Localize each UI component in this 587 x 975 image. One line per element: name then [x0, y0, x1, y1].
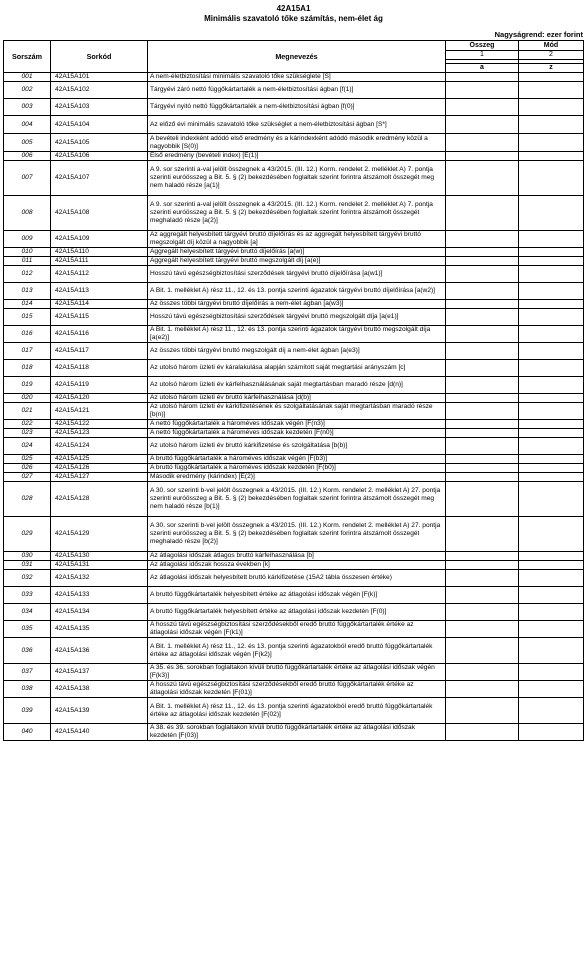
row-code: 42A15A129 [51, 517, 148, 552]
row-description: Az összes többi tárgyévi bruttó megszolgált díj a nem-élet ágban [a(e3)] [148, 343, 446, 360]
table-row [4, 561, 584, 570]
table-body [4, 73, 584, 741]
row-description: A 38. és 39. sorokban foglaltakon kívüli bruttó függőkártartalék értéke az átlagolási időszak kezdetén [F(03)] [148, 724, 446, 741]
row-description: A Bit. 1. melléklet A) rész 11., 12. és 13. pontja szerinti ágazatok tárgyévi bruttó megszolgált díja [a(e2)] [148, 326, 446, 343]
row-number: 016 [4, 326, 51, 343]
table-row [4, 257, 584, 266]
row-amount-cell[interactable] [446, 231, 519, 248]
row-code: 42A15A116 [51, 326, 148, 343]
row-description: A 30. sor szerinti b-vel jelölt összegnek a 43/2015. (III. 12.) Korm. rendelet 2. melléklet A) 27. pontja szerinti euróösszeg a Bit. 5. § (2) bekezdésében foglaltak szerint forintra átszámolt összegét meghaladó része [b(2)] [148, 517, 446, 552]
row-code: 42A15A101 [51, 73, 148, 82]
row-number: 037 [4, 664, 51, 681]
row-number: 034 [4, 604, 51, 621]
row-amount-cell[interactable] [446, 257, 519, 266]
row-description: Az összes többi tárgyévi bruttó díjelőírás a nem-élet ágban [a(w3)] [148, 300, 446, 309]
row-amount-cell[interactable] [446, 420, 519, 429]
row-number: 021 [4, 403, 51, 420]
row-amount-cell[interactable] [446, 464, 519, 473]
row-amount-cell[interactable] [446, 403, 519, 420]
row-description: A hosszú távú egészségbiztosítási szerződésekből eredő bruttó függőkártartalék értéke az átlagolási időszak végén [F(k1)] [148, 621, 446, 638]
row-number: 012 [4, 266, 51, 283]
row-mode-cell[interactable] [519, 570, 584, 587]
row-code: 42A15A137 [51, 664, 148, 681]
row-code: 42A15A105 [51, 134, 148, 152]
row-description: Az utolsó három üzleti év kárfelhasználásának saját megtartásban maradó része [d(n)] [148, 377, 446, 394]
row-code: 42A15A113 [51, 283, 148, 300]
row-code: 42A15A132 [51, 570, 148, 587]
row-mode-cell[interactable] [519, 604, 584, 621]
row-number: 036 [4, 638, 51, 664]
table-row [4, 82, 584, 99]
row-amount-cell[interactable] [446, 561, 519, 570]
row-description: A hosszú távú egészségbiztosítási szerződésekből eredő bruttó függőkártartalék értéke az átlagolási időszak kezdetén [F(01)] [148, 681, 446, 698]
row-code: 42A15A136 [51, 638, 148, 664]
row-code: 42A15A139 [51, 698, 148, 724]
row-description: Tárgyévi nyitó nettó függőkártartalék a nem-életbiztosítási ágban [f(0)] [148, 99, 446, 116]
row-code: 42A15A118 [51, 360, 148, 377]
row-description: A 9. sor szerinti a-val jelölt összegnek a 43/2015. (III. 12.) Korm. rendelet 2. melléklet A) 7. pontja szerinti euróösszeg a Bit. 5. § (2) bekezdésében foglaltak szerint forintra átszámolt összegét meg nem haladó része [a(1)] [148, 161, 446, 196]
row-description: A Bit. 1. melléklet A) rész 11., 12. és 13. pontja szerinti ágazatokból eredő bruttó függőkártartalék értéke az átlagolási időszak kezdetén [F(02)] [148, 698, 446, 724]
row-mode-cell[interactable] [519, 724, 584, 741]
row-number: 008 [4, 196, 51, 231]
table-row [4, 482, 584, 517]
row-number: 018 [4, 360, 51, 377]
table-row [4, 681, 584, 698]
row-code: 42A15A109 [51, 231, 148, 248]
table-row [4, 99, 584, 116]
table-row [4, 403, 584, 420]
row-number: 025 [4, 455, 51, 464]
row-amount-cell[interactable] [446, 638, 519, 664]
row-amount-cell[interactable] [446, 664, 519, 681]
row-code: 42A15A111 [51, 257, 148, 266]
table-row [4, 73, 584, 82]
report-table [3, 40, 584, 741]
header-osszeg: Összeg [446, 41, 519, 51]
row-description: Második eredmény (kárindex) [E(2)] [148, 473, 446, 482]
row-description: Első eredmény (bevételi index) [E(1)] [148, 152, 446, 161]
row-number: 035 [4, 621, 51, 638]
unit-note: Nagyságrend: ezer forint [494, 30, 583, 39]
table-row [4, 152, 584, 161]
table-row [4, 455, 584, 464]
table-row [4, 604, 584, 621]
row-mode-cell[interactable] [519, 134, 584, 152]
row-code: 42A15A104 [51, 116, 148, 134]
row-amount-cell[interactable] [446, 604, 519, 621]
table-row [4, 360, 584, 377]
row-code: 42A15A125 [51, 455, 148, 464]
row-amount-cell[interactable] [446, 326, 519, 343]
row-description: Az utolsó három üzleti év bruttó kárkifizetése és szolgáltatása [b(b)] [148, 438, 446, 455]
row-number: 022 [4, 420, 51, 429]
row-mode-cell[interactable] [519, 482, 584, 517]
row-mode-cell[interactable] [519, 552, 584, 561]
row-description: Aggregált helyesbített tárgyévi bruttó díjelőírás [a(w)] [148, 248, 446, 257]
row-code: 42A15A103 [51, 99, 148, 116]
row-mode-cell[interactable] [519, 326, 584, 343]
row-description: Hosszú távú egészségbiztosítási szerződések tárgyévi bruttó megszolgált díja [a(e1)] [148, 309, 446, 326]
row-description: A Bit. 1. melléklet A) rész 11., 12. és 13. pontja szerinti ágazatok tárgyévi bruttó díjelőírása [a(w2)] [148, 283, 446, 300]
row-code: 42A15A122 [51, 420, 148, 429]
row-mode-cell[interactable] [519, 73, 584, 82]
row-code: 42A15A135 [51, 621, 148, 638]
row-description: A 9. sor szerinti a-val jelölt összegnek a 43/2015. (III. 12.) Korm. rendelet 2. melléklet A) 7. pontja szerinti euróösszeg a Bit. 5. § (2) bekezdésében foglaltak szerint forintra átszámolt összegét meghaladó része [a(2)] [148, 196, 446, 231]
row-number: 024 [4, 438, 51, 455]
row-number: 007 [4, 161, 51, 196]
table-row [4, 300, 584, 309]
row-code: 42A15A114 [51, 300, 148, 309]
table-row [4, 326, 584, 343]
row-number: 011 [4, 257, 51, 266]
row-mode-cell[interactable] [519, 403, 584, 420]
row-code: 42A15A120 [51, 394, 148, 403]
row-description: Tárgyévi záró nettó függőkártartalék a nem-életbiztosítási ágban [f(1)] [148, 82, 446, 99]
row-amount-cell[interactable] [446, 473, 519, 482]
row-number: 020 [4, 394, 51, 403]
row-number: 010 [4, 248, 51, 257]
table-row [4, 377, 584, 394]
row-mode-cell[interactable] [519, 309, 584, 326]
row-description: Az utolsó három üzleti év bruttó kárfelhasználása [d(b)] [148, 394, 446, 403]
table-row [4, 698, 584, 724]
row-number: 014 [4, 300, 51, 309]
row-mode-cell[interactable] [519, 429, 584, 438]
header-osszeg-letter: a [446, 64, 519, 73]
header-mod: Mód [519, 41, 584, 51]
row-code: 42A15A127 [51, 473, 148, 482]
row-amount-cell[interactable] [446, 116, 519, 134]
header-osszeg-number: 1 [446, 51, 519, 60]
row-mode-cell[interactable] [519, 473, 584, 482]
row-mode-cell[interactable] [519, 438, 584, 455]
row-mode-cell[interactable] [519, 82, 584, 99]
row-amount-cell[interactable] [446, 394, 519, 403]
row-code: 42A15A106 [51, 152, 148, 161]
row-amount-cell[interactable] [446, 266, 519, 283]
row-code: 42A15A124 [51, 438, 148, 455]
row-amount-cell[interactable] [446, 438, 519, 455]
row-code: 42A15A107 [51, 161, 148, 196]
header-mod-number: 2 [519, 51, 584, 60]
row-code: 42A15A119 [51, 377, 148, 394]
row-number: 019 [4, 377, 51, 394]
row-code: 42A15A110 [51, 248, 148, 257]
row-description: A Bit. 1. melléklet A) rész 11., 12. és 13. pontja szerinti ágazatokból eredő bruttó függőkártartalék értéke az átlagolási időszak végén [F(k2)] [148, 638, 446, 664]
table-row [4, 473, 584, 482]
row-number: 026 [4, 464, 51, 473]
row-number: 017 [4, 343, 51, 360]
row-description: A bruttó függőkártartalék helyesbített értéke az átlagolási időszak végén [F(k)] [148, 587, 446, 604]
row-mode-cell[interactable] [519, 517, 584, 552]
row-description: A bruttó függőkártartalék a hároméves időszak kezdetén [F(b0)] [148, 464, 446, 473]
row-description: A nettó függőkártartalék a hároméves időszak kezdetén [F(n0)] [148, 429, 446, 438]
row-mode-cell[interactable] [519, 377, 584, 394]
table-row [4, 116, 584, 134]
row-description: A 35. és 36. sorokban foglaltakon kívüli bruttó függőkártartalék értéke az átlagolási időszak végén [F(k3)] [148, 664, 446, 681]
row-amount-cell[interactable] [446, 570, 519, 587]
row-amount-cell[interactable] [446, 248, 519, 257]
row-description: A 30. sor szerinti b-vel jelölt összegnek a 43/2015. (III. 12.) Korm. rendelet 2. melléklet A) 27. pontja szerinti euróösszeg a Bit. 5. § (2) bekezdésében foglaltak szerint forintra átszámolt összegét meg nem haladó része [b(1)] [148, 482, 446, 517]
row-number: 032 [4, 570, 51, 587]
row-amount-cell[interactable] [446, 134, 519, 152]
table-row [4, 438, 584, 455]
row-mode-cell[interactable] [519, 231, 584, 248]
row-amount-cell[interactable] [446, 587, 519, 604]
row-description: A bruttó függőkártartalék a hároméves időszak végén [F(b3)] [148, 455, 446, 464]
row-description: A nettó függőkártartalék a hároméves időszak végén [F(n3)] [148, 420, 446, 429]
row-mode-cell[interactable] [519, 257, 584, 266]
row-description: Az utolsó három üzleti év kárkifizetésének és szolgáltatásának saját megtartásban maradó része [b(n)] [148, 403, 446, 420]
row-number: 009 [4, 231, 51, 248]
row-amount-cell[interactable] [446, 161, 519, 196]
table-row [4, 161, 584, 196]
table-row [4, 464, 584, 473]
row-mode-cell[interactable] [519, 587, 584, 604]
row-description: A bevételi indexként adódó első eredmény és a kárindexként adódó második eredmény közül a nagyobbik [S(0)] [148, 134, 446, 152]
row-mode-cell[interactable] [519, 266, 584, 283]
row-mode-cell[interactable] [519, 300, 584, 309]
row-mode-cell[interactable] [519, 664, 584, 681]
row-description: Hosszú távú egészségbiztosítási szerződések tárgyévi bruttó díjelőírása [a(w1)] [148, 266, 446, 283]
row-description: Az utolsó három üzleti év káralakulása alapján számított saját megtartási arányszám [c] [148, 360, 446, 377]
table-row [4, 134, 584, 152]
row-code: 42A15A108 [51, 196, 148, 231]
row-number: 004 [4, 116, 51, 134]
row-number: 039 [4, 698, 51, 724]
row-mode-cell[interactable] [519, 152, 584, 161]
row-number: 040 [4, 724, 51, 741]
table-row [4, 664, 584, 681]
table-row [4, 517, 584, 552]
row-amount-cell[interactable] [446, 429, 519, 438]
header-mod-letter: z [519, 64, 584, 73]
row-amount-cell[interactable] [446, 482, 519, 517]
document-title: Minimális szavatoló tőke számítás, nem-élet ág [204, 14, 383, 23]
row-amount-cell[interactable] [446, 698, 519, 724]
row-amount-cell[interactable] [446, 196, 519, 231]
row-mode-cell[interactable] [519, 698, 584, 724]
row-amount-cell[interactable] [446, 283, 519, 300]
row-number: 028 [4, 482, 51, 517]
table-row [4, 309, 584, 326]
table-row [4, 196, 584, 231]
table-row [4, 621, 584, 638]
table-row [4, 570, 584, 587]
row-description: A nem-életbiztosítási minimális szavatoló tőke szükséglete [S] [148, 73, 446, 82]
row-mode-cell[interactable] [519, 394, 584, 403]
row-mode-cell[interactable] [519, 196, 584, 231]
row-number: 031 [4, 561, 51, 570]
header-sorszam: Sorszám [4, 41, 51, 73]
row-mode-cell[interactable] [519, 161, 584, 196]
row-number: 030 [4, 552, 51, 561]
table-row [4, 231, 584, 248]
table-row [4, 266, 584, 283]
row-amount-cell[interactable] [446, 73, 519, 82]
row-mode-cell[interactable] [519, 283, 584, 300]
row-number: 003 [4, 99, 51, 116]
row-amount-cell[interactable] [446, 309, 519, 326]
row-code: 42A15A126 [51, 464, 148, 473]
table-row [4, 552, 584, 561]
row-number: 027 [4, 473, 51, 482]
row-mode-cell[interactable] [519, 681, 584, 698]
row-amount-cell[interactable] [446, 99, 519, 116]
table-row [4, 394, 584, 403]
row-code: 42A15A115 [51, 309, 148, 326]
row-description: A bruttó függőkártartalék helyesbített értéke az átlagolási időszak kezdetén [F(0)] [148, 604, 446, 621]
row-mode-cell[interactable] [519, 248, 584, 257]
row-mode-cell[interactable] [519, 360, 584, 377]
row-code: 42A15A117 [51, 343, 148, 360]
row-description: Az átlagolási időszak hossza években [k] [148, 561, 446, 570]
row-mode-cell[interactable] [519, 116, 584, 134]
row-code: 42A15A128 [51, 482, 148, 517]
row-amount-cell[interactable] [446, 724, 519, 741]
row-amount-cell[interactable] [446, 377, 519, 394]
row-mode-cell[interactable] [519, 455, 584, 464]
row-number: 013 [4, 283, 51, 300]
row-amount-cell[interactable] [446, 681, 519, 698]
row-amount-cell[interactable] [446, 552, 519, 561]
row-mode-cell[interactable] [519, 99, 584, 116]
row-mode-cell[interactable] [519, 621, 584, 638]
row-mode-cell[interactable] [519, 561, 584, 570]
row-number: 023 [4, 429, 51, 438]
row-code: 42A15A123 [51, 429, 148, 438]
row-amount-cell[interactable] [446, 82, 519, 99]
table-row [4, 587, 584, 604]
table-row [4, 638, 584, 664]
row-description: Az átlagolási időszak helyesbített bruttó kárkifizetése (15A2 tábla összesen értéke) [148, 570, 446, 587]
row-number: 015 [4, 309, 51, 326]
row-amount-cell[interactable] [446, 621, 519, 638]
row-code: 42A15A134 [51, 604, 148, 621]
row-code: 42A15A138 [51, 681, 148, 698]
row-description: Az előző évi minimális szavatoló tőke szükséglet a nem-életbiztosítási ágban [S*] [148, 116, 446, 134]
row-amount-cell[interactable] [446, 360, 519, 377]
row-amount-cell[interactable] [446, 300, 519, 309]
table-row [4, 343, 584, 360]
row-code: 42A15A131 [51, 561, 148, 570]
table-row [4, 283, 584, 300]
row-mode-cell[interactable] [519, 420, 584, 429]
row-description: Aggregált helyesbített tárgyévi bruttó megszolgált díj [a(e)] [148, 257, 446, 266]
row-number: 001 [4, 73, 51, 82]
row-mode-cell[interactable] [519, 343, 584, 360]
row-number: 029 [4, 517, 51, 552]
row-description: Az aggregált helyesbített tárgyévi bruttó díjelőírás és az aggregált helyesbített tárgyévi bruttó megszolgált díj közül a nagyobbik [a] [148, 231, 446, 248]
row-number: 033 [4, 587, 51, 604]
table-row [4, 429, 584, 438]
row-description: Az átlagolási időszak átlagos bruttó kárfelhasználása [b] [148, 552, 446, 561]
row-amount-cell[interactable] [446, 455, 519, 464]
document-code: 42A15A1 [276, 4, 311, 13]
table-row [4, 248, 584, 257]
row-code: 42A15A112 [51, 266, 148, 283]
row-code: 42A15A133 [51, 587, 148, 604]
row-code: 42A15A130 [51, 552, 148, 561]
header-sorkod: Sorkód [51, 41, 148, 73]
row-number: 002 [4, 82, 51, 99]
table-row [4, 724, 584, 741]
header-megnevezes: Megnevezés [148, 41, 446, 73]
table-row [4, 420, 584, 429]
row-code: 42A15A102 [51, 82, 148, 99]
row-amount-cell[interactable] [446, 152, 519, 161]
row-number: 038 [4, 681, 51, 698]
row-amount-cell[interactable] [446, 343, 519, 360]
row-number: 005 [4, 134, 51, 152]
row-number: 006 [4, 152, 51, 161]
row-code: 42A15A121 [51, 403, 148, 420]
row-amount-cell[interactable] [446, 517, 519, 552]
row-code: 42A15A140 [51, 724, 148, 741]
row-mode-cell[interactable] [519, 638, 584, 664]
row-mode-cell[interactable] [519, 464, 584, 473]
